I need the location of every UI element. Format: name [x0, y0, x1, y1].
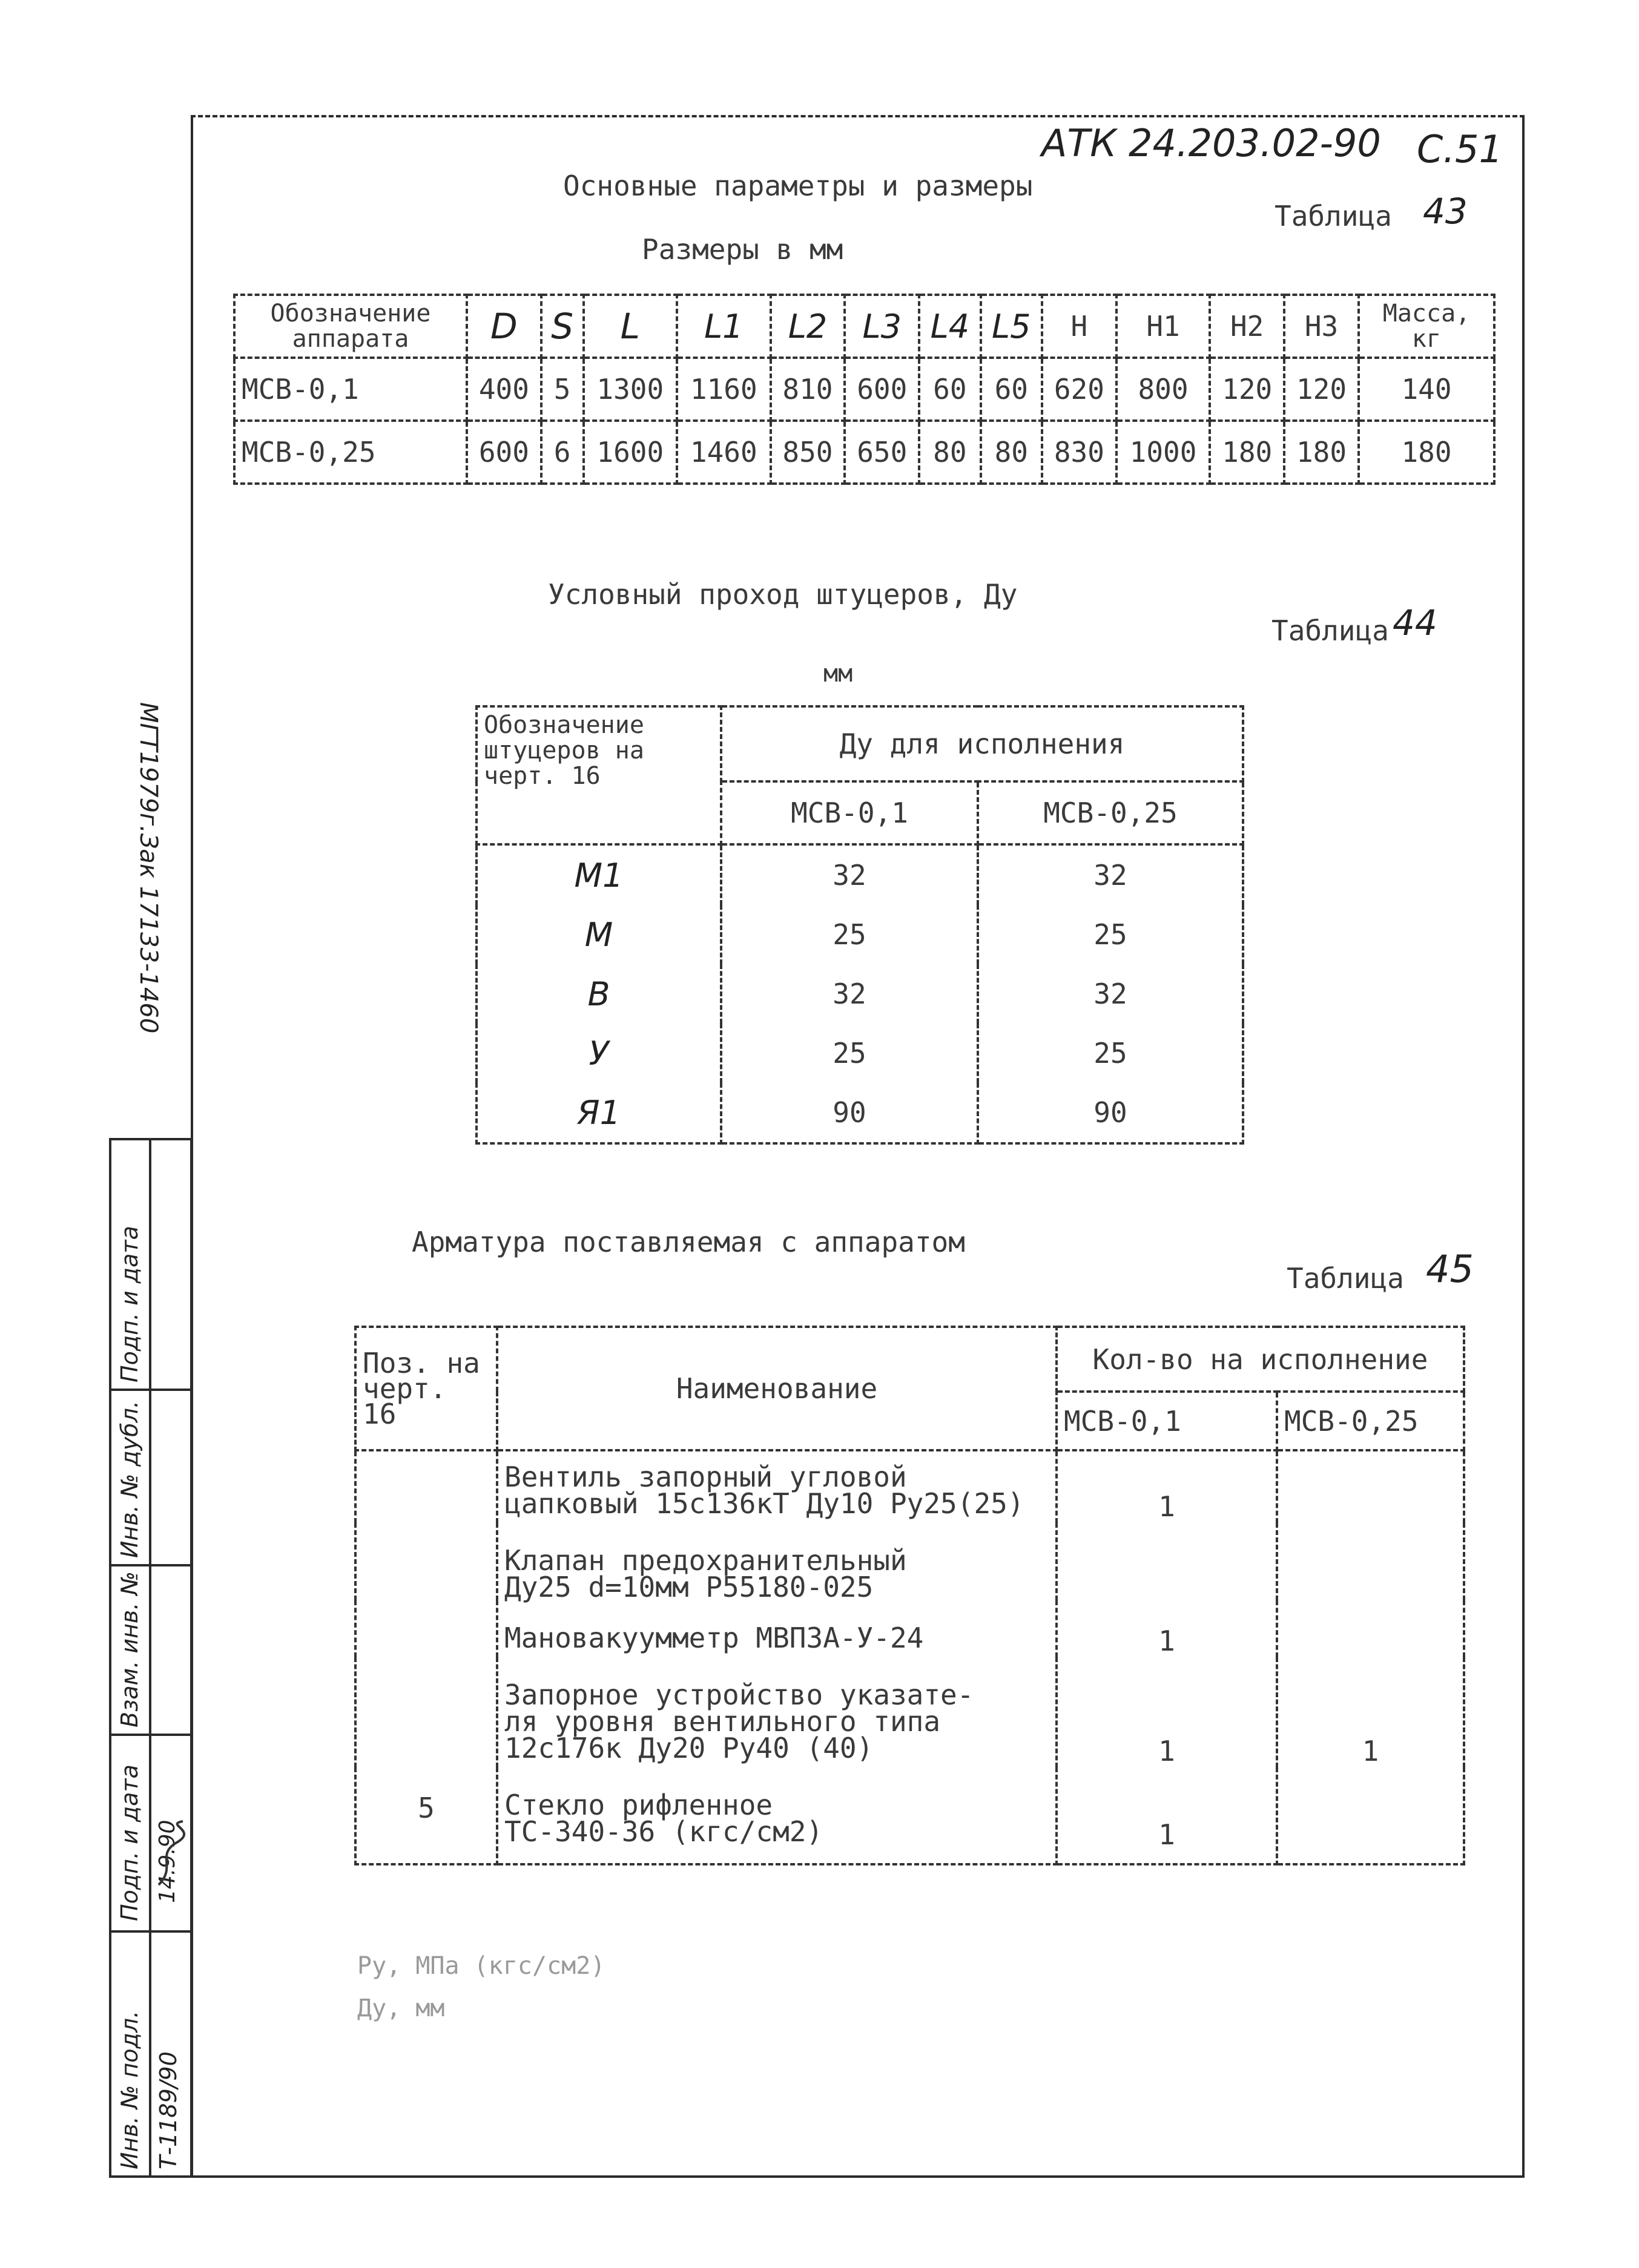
cell-qty — [1277, 1523, 1464, 1600]
cell: 80 — [981, 421, 1042, 484]
cell-fitting: М1 — [477, 844, 721, 905]
stamp-label-inv-podl: Инв. № подл. — [116, 2010, 143, 2169]
table-row — [355, 1450, 1464, 1523]
table-row — [234, 421, 1494, 484]
cell: 80 — [919, 421, 980, 484]
cell: 800 — [1116, 358, 1210, 421]
cell-qty: 1 — [1057, 1450, 1277, 1523]
stamp-line — [111, 1734, 190, 1736]
header-s: S — [541, 295, 584, 358]
table45-number: 45 — [1426, 1247, 1474, 1291]
table45-label: Таблица — [1287, 1262, 1404, 1295]
header-mass: Масса, кг — [1359, 295, 1494, 358]
cell: 32 — [721, 964, 978, 1024]
name-line: ТС-340-36 (кгс/см2) — [504, 1815, 823, 1848]
cell-name — [497, 1657, 1057, 1767]
header-l: L — [584, 295, 678, 358]
cell: 1600 — [584, 421, 678, 484]
name-line: 12с176к Ду20 Ру40 (40) — [504, 1732, 874, 1764]
cell: 1300 — [584, 358, 678, 421]
table45-title: Арматура поставляемая с аппаратом — [412, 1226, 965, 1258]
cell: 180 — [1210, 421, 1284, 484]
cell: МСВ-0,25 — [234, 421, 467, 484]
name-line: Стекло рифленное — [504, 1789, 773, 1821]
stamp-value-date: 14.9.90 — [155, 1819, 180, 1903]
cell-qty: 1 — [1277, 1657, 1464, 1767]
table-row — [477, 964, 1243, 1024]
cell: 810 — [771, 358, 845, 421]
cell: 60 — [919, 358, 980, 421]
table43-number: 43 — [1423, 191, 1468, 232]
cell: 25 — [978, 905, 1243, 964]
table44-number: 44 — [1393, 602, 1437, 643]
name-line: Вентиль запорный угловой — [504, 1461, 907, 1493]
cell: 650 — [845, 421, 919, 484]
table-row — [477, 905, 1243, 964]
cell: 25 — [978, 1024, 1243, 1083]
units-note: Размеры в мм — [642, 233, 843, 266]
table-44 — [475, 705, 1244, 1145]
stamp-label-inv-dubl: Инв. № дубл. — [116, 1401, 143, 1558]
cell: 180 — [1359, 421, 1494, 484]
header-l5: L5 — [981, 295, 1042, 358]
stamp-label-podp-data-1: Подп. и дата — [116, 1764, 143, 1921]
table-row — [477, 1083, 1243, 1143]
cell-pos — [355, 1523, 497, 1600]
cell: 830 — [1042, 421, 1116, 484]
footnote: Ду, мм — [357, 1994, 445, 2022]
header-variant-1: МСВ-0,1 — [721, 781, 978, 844]
cell: 32 — [978, 964, 1243, 1024]
cell-name — [497, 1767, 1057, 1864]
cell: 140 — [1359, 358, 1494, 421]
header-variant-2: МСВ-0,25 — [1277, 1392, 1464, 1450]
table44-units: мм — [823, 660, 853, 688]
table43-label: Таблица — [1275, 200, 1392, 232]
header-pos — [355, 1327, 497, 1450]
header-l1: L1 — [677, 295, 771, 358]
cell-qty — [1277, 1450, 1464, 1523]
cell: 5 — [541, 358, 584, 421]
table-row — [477, 1024, 1243, 1083]
stamp-line — [111, 1389, 190, 1391]
cell: 90 — [721, 1083, 978, 1143]
header-h: H — [1042, 295, 1116, 358]
header-l2: L2 — [771, 295, 845, 358]
stamp-block — [109, 1138, 193, 2178]
table-43 — [233, 294, 1496, 485]
name-line: Мановакуумметр МВПЗА-У-24 — [504, 1622, 924, 1654]
cell: 25 — [721, 1024, 978, 1083]
cell: 1160 — [677, 358, 771, 421]
page-number: С.51 — [1417, 127, 1503, 171]
header-variant-1: МСВ-0,1 — [1057, 1392, 1277, 1450]
stamp-line — [111, 1930, 190, 1933]
cell: 60 — [981, 358, 1042, 421]
cell: 180 — [1284, 421, 1359, 484]
cell-fitting: М — [477, 905, 721, 964]
cell-pos — [355, 1657, 497, 1767]
stamp-value-inv-number: Т-1189/90 — [155, 2051, 182, 2169]
header-d: D — [467, 295, 541, 358]
cell-qty — [1057, 1523, 1277, 1600]
name-line: Запорное устройство указате- — [504, 1678, 974, 1711]
table-row — [477, 844, 1243, 905]
table-row — [234, 358, 1494, 421]
cell-pos — [355, 1450, 497, 1523]
cell-name — [497, 1523, 1057, 1603]
header-h3: H3 — [1284, 295, 1359, 358]
cell-qty: 1 — [1057, 1600, 1277, 1657]
table-header-row — [477, 706, 1243, 781]
cell-qty — [1277, 1767, 1464, 1864]
header-fitting — [477, 706, 721, 844]
side-print-stamp: МГТ1979г.Зак 17133-1460 — [134, 702, 162, 1034]
name-line: Ду25 d=10мм Р55180-025 — [504, 1571, 874, 1603]
cell: 620 — [1042, 358, 1116, 421]
cell: 600 — [467, 421, 541, 484]
cell-pos: 5 — [355, 1767, 497, 1864]
cell-fitting: Я1 — [477, 1083, 721, 1143]
header-l4: L4 — [919, 295, 980, 358]
table-header-row — [234, 295, 1494, 358]
name-line: Клапан предохранительный — [504, 1544, 907, 1577]
header-variant-2: МСВ-0,25 — [978, 781, 1243, 844]
cell-qty: 1 — [1057, 1657, 1277, 1767]
cell-fitting: В — [477, 964, 721, 1024]
cell: 6 — [541, 421, 584, 484]
cell: 25 — [721, 905, 978, 964]
cell-qty — [1277, 1600, 1464, 1657]
cell-name — [497, 1450, 1057, 1523]
stamp-label-podp-data-2: Подп. и дата — [116, 1226, 143, 1382]
stamp-line — [111, 1564, 190, 1566]
table-row — [355, 1523, 1464, 1600]
doc-code: АТК 24.203.02-90 — [1041, 121, 1381, 165]
cell: 120 — [1284, 358, 1359, 421]
cell: 32 — [978, 844, 1243, 905]
cell: 32 — [721, 844, 978, 905]
table-row — [355, 1657, 1464, 1767]
header-name: Наименование — [497, 1327, 1057, 1450]
cell: 400 — [467, 358, 541, 421]
table44-title: Условный проход штуцеров, Ду — [548, 578, 1018, 611]
cell: 1460 — [677, 421, 771, 484]
cell-pos — [355, 1600, 497, 1657]
cell: МСВ-0,1 — [234, 358, 467, 421]
header-designation: Обозначение аппарата — [234, 295, 467, 358]
header-fitting-text: Обозначение штуцеров на черт. 16 — [484, 711, 644, 790]
header-h2: H2 — [1210, 295, 1284, 358]
cell-qty: 1 — [1057, 1767, 1277, 1864]
cell-name — [497, 1600, 1057, 1657]
cell: 1000 — [1116, 421, 1210, 484]
page-title: Основные параметры и размеры — [563, 169, 1033, 202]
name-line: ля уровня вентильного типа — [504, 1705, 941, 1738]
cell: 90 — [978, 1083, 1243, 1143]
header-qty: Кол-во на исполнение — [1057, 1327, 1464, 1392]
header-l3: L3 — [845, 295, 919, 358]
cell: 120 — [1210, 358, 1284, 421]
table-45 — [354, 1326, 1465, 1865]
header-pos-text: Поз. на черт. 16 — [363, 1347, 480, 1430]
signature-icon — [153, 1818, 189, 1891]
header-du-group: Ду для исполнения — [721, 706, 1243, 781]
name-line: цапковый 15с136кТ Ду10 Ру25(25) — [504, 1487, 1024, 1520]
table-row — [355, 1600, 1464, 1657]
cell-fitting: У — [477, 1024, 721, 1083]
table-row — [355, 1767, 1464, 1864]
stamp-divider — [149, 1140, 151, 2175]
cell: 850 — [771, 421, 845, 484]
stamp-label-vzam-inv: Взам. инв. № — [116, 1571, 143, 1727]
footnote: Ру, МПа (кгс/см2) — [357, 1952, 605, 1980]
table-header-row — [355, 1327, 1464, 1392]
table44-label: Таблица — [1271, 614, 1389, 647]
header-h1: H1 — [1116, 295, 1210, 358]
cell: 600 — [845, 358, 919, 421]
